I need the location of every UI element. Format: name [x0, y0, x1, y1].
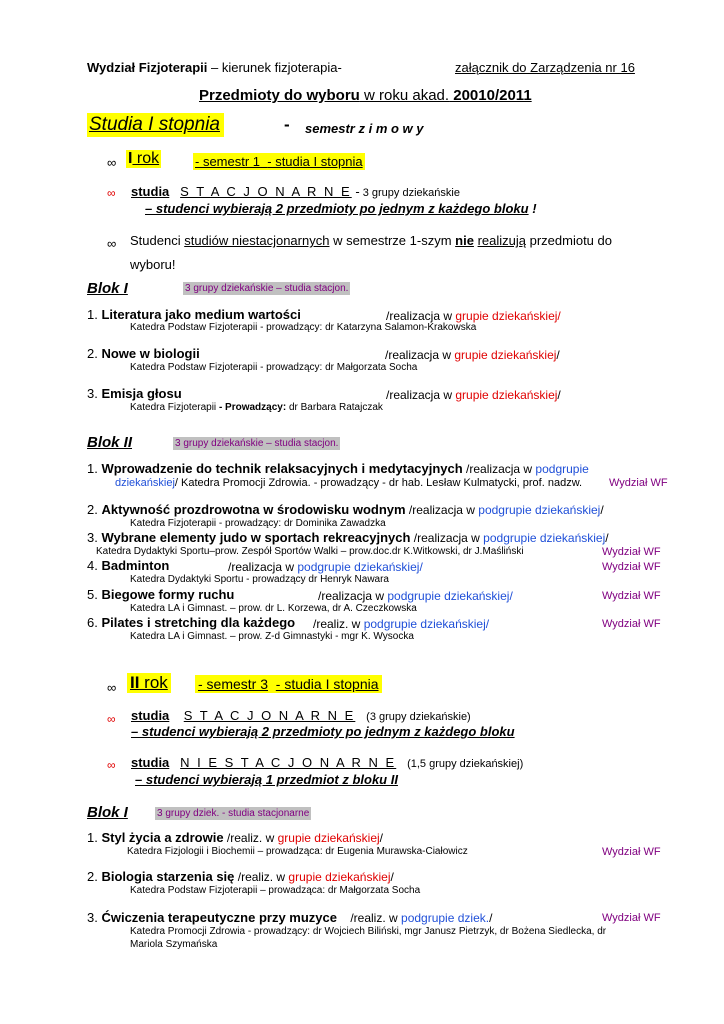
item-num: 3.	[87, 530, 98, 545]
rok1-label2: rok	[132, 150, 160, 167]
level-dash: -	[284, 115, 290, 134]
bullet-icon: ∞	[107, 712, 116, 726]
item-dept: Katedra LA i Gimnast. – prow. dr L. Korzewa, dr A. Czeczkowska	[130, 603, 417, 614]
item-group: podgrupie dziekańskiej/	[297, 560, 423, 574]
item-name: Pilates i stretching dla każdego	[101, 615, 296, 630]
bullet-icon: ∞	[107, 186, 116, 200]
list-item	[87, 530, 609, 545]
item-name: Biegowe formy ruchu	[101, 587, 235, 602]
item-realization	[313, 617, 489, 631]
item-num: 1.	[87, 461, 98, 476]
item-tail: /	[600, 503, 604, 517]
rok1-stac-dash: -	[351, 184, 360, 199]
header-faculty-line	[87, 60, 342, 75]
item-real: /realizacja w	[228, 560, 298, 574]
item-real: /realizacja w	[462, 462, 536, 476]
rok2-semester	[195, 675, 382, 693]
bullet-icon: ∞	[107, 680, 117, 695]
item-dept: Katedra Podstaw Fizjoterapii - prowadzący: dr Małgorzata Socha	[130, 362, 418, 373]
rok2-niest-value: N I E S T A C J O N A R N E	[180, 755, 397, 770]
wf-badge: Wydział WF	[602, 846, 661, 858]
wf-badge: Wydział WF	[602, 912, 661, 924]
rok2-label: II	[130, 673, 140, 692]
rok1-semester	[193, 153, 365, 170]
item-dept: Katedra Podstaw Fizjoterapii – prowadząca: dr Małgorzata Socha	[130, 885, 421, 896]
rok2-niest-groups: (1,5 grupy dziekańskiej)	[407, 758, 524, 770]
item-group: podgrupie dziek.	[401, 911, 490, 925]
rok1-stac-value: S T A C J O N A R N E	[180, 184, 352, 199]
niest-text-f: realizują	[477, 233, 526, 248]
list-item	[87, 615, 295, 630]
item-num: 2.	[87, 346, 98, 361]
item-name: Aktywność prozdrowotna w środowisku wodnym	[101, 502, 406, 517]
item-num: 2.	[87, 502, 98, 517]
wf-badge: Wydział WF	[609, 477, 668, 489]
list-item	[87, 558, 169, 573]
rok2-studia-text: - studia I stopnia	[275, 676, 379, 692]
item-group: podgrupie dziekańskiej/	[387, 589, 513, 603]
item-real: /realiz. w	[313, 617, 364, 631]
item-num: 2.	[87, 869, 98, 884]
item-group: podgrupie dziekańskiej/	[363, 617, 490, 631]
list-item	[87, 910, 492, 925]
blok1-label: Blok I	[87, 280, 128, 297]
blok3-note: 3 grupy dziek. - studia stacjonarne	[157, 808, 310, 819]
item-dept: Katedra Fizjologii i Biochemii – prowadząca: dr Eugenia Murawska-Ciałowicz	[127, 846, 468, 857]
list-item	[87, 869, 394, 884]
wf-badge: Wydział WF	[602, 546, 661, 558]
rok2-stac-label: studia	[131, 708, 170, 723]
item-name: Emisja głosu	[101, 386, 182, 401]
item-real: /realizacja w	[385, 348, 455, 362]
item-name: Styl życia a zdrowie	[101, 830, 224, 845]
item-dept: Katedra Dydaktyki Sportu - prowadzący dr Henryk Nawara	[130, 574, 389, 585]
item-num: 4.	[87, 558, 98, 573]
rok1-stac-rule	[145, 201, 537, 216]
item-real: /realiz. w	[223, 831, 278, 845]
title-year: 20010/2011	[449, 87, 532, 104]
item-name: Literatura jako medium wartości	[101, 307, 301, 322]
item-real: /realizacja w	[410, 531, 484, 545]
item-realization	[386, 309, 561, 323]
dept-b: - Prowadzący:	[218, 402, 287, 413]
rok1-heading	[126, 150, 161, 168]
rok2-niest-line	[131, 755, 523, 770]
rok1-niest-line1	[130, 233, 612, 248]
wf-badge: Wydział WF	[602, 618, 661, 630]
rok2-label2: rok	[139, 673, 168, 692]
rok2-stac-groups: (3 grupy dziekańskie)	[366, 711, 471, 723]
dept-a: Katedra Fizjoterapii	[130, 402, 219, 413]
item-tail: /	[379, 831, 383, 845]
item-tail: /	[489, 911, 493, 925]
rok1-stac-line	[131, 184, 460, 199]
niest-text-c: w semestrze 1-szym	[329, 233, 456, 248]
list-item	[87, 307, 301, 322]
rok1-semester-text: - semestr 1	[195, 154, 261, 169]
item-dept: Katedra Fizjoterapii - prowadzący: dr Dominika Zawadzka	[130, 518, 386, 529]
list-item	[87, 587, 234, 602]
niest-text-b: studiów niestacjonarnych	[184, 233, 330, 248]
item-group: grupie dziekańskiej	[454, 348, 557, 362]
wf-badge: Wydział WF	[602, 590, 661, 602]
list-item	[87, 502, 604, 517]
rok1-stac-groups: 3 grupy dziekańskie	[359, 187, 460, 199]
rok1-stac-label: studia	[131, 184, 170, 199]
niest-text-d: nie	[455, 233, 474, 248]
item-name: Badminton	[101, 558, 170, 573]
item-real: /realiz. w	[337, 911, 402, 925]
item-group-a: podgrupie	[535, 462, 589, 476]
rok2-heading	[127, 673, 171, 693]
list-item	[87, 346, 200, 361]
item-dept	[130, 402, 383, 413]
item-group: grupie dziekańskiej	[288, 870, 391, 884]
item-num: 1.	[87, 830, 98, 845]
item-realization	[386, 388, 561, 402]
item-tail: /	[605, 531, 609, 545]
bullet-icon: ∞	[107, 236, 117, 251]
item-tail: /	[556, 348, 560, 362]
blok3-label: Blok I	[87, 804, 128, 821]
page-title	[199, 87, 532, 104]
item-dept	[115, 477, 582, 489]
wf-badge: Wydział WF	[602, 561, 661, 573]
item-group: grupie dziekańskiej/	[455, 309, 561, 323]
niest-text-g: przedmiotu do	[525, 233, 612, 248]
item-dept-cont: Mariola Szymańska	[130, 939, 218, 950]
niest-text-a: Studenci	[130, 233, 185, 248]
item-dept: Katedra Dydaktyki Sportu–prow. Zespół Sportów Walki – prow.doc.dr K.Witkowski, dr J.Maśliński	[96, 546, 524, 557]
item-num: 3.	[87, 386, 98, 401]
annex-text: załącznik do Zarządzenia nr 16	[455, 60, 635, 75]
item-real: /realizacja w	[405, 503, 479, 517]
item-name: Wprowadzenie do technik relaksacyjnych i medytacyjnych	[101, 461, 463, 476]
rok2-stac-rule: – studenci wybierają 2 przedmioty po jednym z każdego bloku	[131, 724, 515, 739]
blok1-note: 3 grupy dziekańskie – studia stacjon.	[185, 283, 349, 294]
dept-c: dr Barbara Ratajczak	[286, 402, 383, 413]
item-real: /realizacja w	[386, 388, 456, 402]
rok1-niest-line2: wyboru!	[130, 257, 176, 272]
item-tail: /	[557, 388, 561, 402]
item-num: 1.	[87, 307, 98, 322]
rok2-niest-label: studia	[131, 755, 170, 770]
item-group: grupie dziekańskiej	[455, 388, 558, 402]
list-item	[87, 830, 383, 845]
rok1-stac-rule-text: – studenci wybierają 2 przedmioty po jednym z każdego bloku	[145, 201, 529, 216]
level-label: Studia I stopnia	[87, 113, 224, 137]
item-dept: Katedra Promocji Zdrowia - prowadzący: dr Wojciech Biliński, mgr Janusz Pietrzyk, dr Bożena Siedlecka, dr	[130, 926, 607, 937]
rok1-label: I	[128, 150, 133, 167]
blok2-note: 3 grupy dziekańskie – studia stacjon.	[175, 438, 339, 449]
item-realization	[318, 589, 513, 603]
rok2-semester-text: - semestr 3	[198, 676, 269, 692]
title-main: Przedmioty do wyboru	[199, 87, 360, 104]
list-item	[87, 386, 182, 401]
rok1-stac-excl: !	[528, 201, 537, 216]
item-name: Ćwiczenia terapeutyczne przy muzyce	[101, 910, 337, 925]
blok2-label: Blok II	[87, 434, 133, 451]
bullet-icon: ∞	[107, 155, 117, 170]
item-group: podgrupie dziekańskiej	[478, 503, 601, 517]
item-real: /realiz. w	[234, 870, 289, 884]
item-name: Wybrane elementy judo w sportach rekreacyjnych	[101, 530, 411, 545]
title-year-prefix: w roku akad.	[359, 87, 450, 104]
item-real: /realizacja w	[386, 309, 456, 323]
item-tail: / Katedra Promocji Zdrowia. - prowadzący - dr hab. Lesław Kulmatycki, prof. nadzw.	[174, 477, 583, 489]
item-real: /realizacja w	[318, 589, 388, 603]
item-dept: Katedra Podstaw Fizjoterapii - prowadzący: dr Katarzyna Salamon-Krakowska	[130, 322, 477, 333]
item-group: podgrupie dziekańskiej	[483, 531, 606, 545]
direction-text: – kierunek fizjoterapia-	[207, 60, 342, 75]
rok2-niest-rule: – studenci wybierają 1 przedmiot z bloku II	[135, 772, 398, 787]
semester-label: semestr z i m o w y	[305, 121, 424, 136]
item-realization	[385, 348, 560, 362]
rok2-stac-value: S T A C J O N A R N E	[183, 708, 356, 723]
item-realization	[228, 560, 423, 574]
rok2-stac-line	[131, 708, 471, 723]
item-num: 5.	[87, 587, 98, 602]
item-dept: Katedra LA i Gimnast. – prow. Z-d Gimnastyki - mgr K. Wysocka	[130, 631, 414, 642]
item-name: Nowe w biologii	[101, 346, 200, 361]
item-group: grupie dziekańskiej	[277, 831, 380, 845]
item-name: Biologia starzenia się	[101, 869, 235, 884]
item-tail: /	[390, 870, 394, 884]
rok1-studia-text: - studia I stopnia	[267, 154, 363, 169]
list-item	[87, 461, 589, 476]
item-num: 6.	[87, 615, 98, 630]
bullet-icon: ∞	[107, 758, 116, 772]
item-group-b: dziekańskiej	[115, 477, 175, 489]
faculty-name: Wydział Fizjoterapii	[87, 60, 208, 75]
item-num: 3.	[87, 910, 98, 925]
